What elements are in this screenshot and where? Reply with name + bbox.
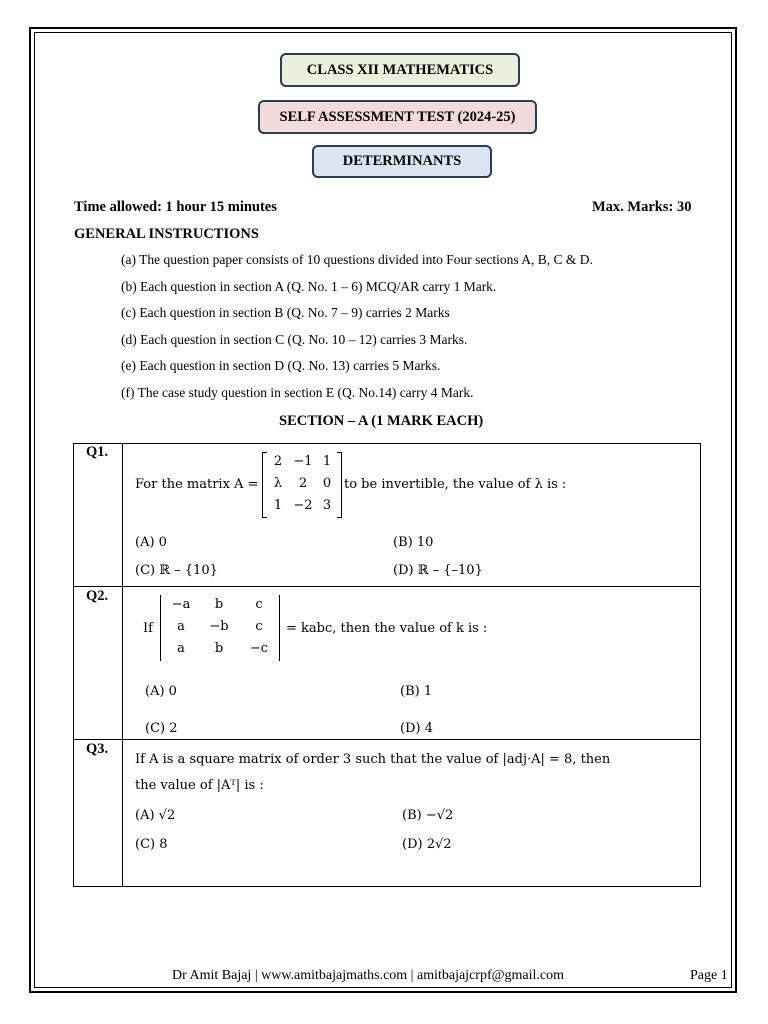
time-allowed: Time allowed: 1 hour 15 minutes xyxy=(74,199,277,215)
q2-determinant xyxy=(160,595,280,661)
matrix-cell: 2 xyxy=(298,476,308,491)
table-column-divider xyxy=(122,443,123,887)
matrix-cell: c xyxy=(255,619,263,634)
instruction-item: (a) The question paper consists of 10 questions divided into Four sections A, B, C & D. xyxy=(121,252,593,267)
question-number: Q3. xyxy=(86,741,109,757)
question-number: Q2. xyxy=(86,588,109,604)
instruction-item: (c) Each question in section B (Q. No. 7 – 9) carries 2 Marks xyxy=(121,305,450,320)
footer-author: Dr Amit Bajaj | www.amitbajajmaths.com | amitbajajcrpf@gmail.com xyxy=(172,968,564,983)
q2-text-before: If xyxy=(143,621,153,636)
matrix-cell: −2 xyxy=(293,498,313,513)
option-d: (D) ℝ – {–10} xyxy=(393,563,483,578)
q3-text-line2: the value of |Aᵀ| is : xyxy=(135,778,264,793)
instruction-item: (d) Each question in section C (Q. No. 10 – 12) carries 3 Marks. xyxy=(121,332,468,347)
topic-title: DETERMINANTS xyxy=(342,153,462,169)
matrix-cell: −c xyxy=(249,641,269,656)
matrix-cell: 3 xyxy=(322,498,332,513)
option-b: (B) 10 xyxy=(393,535,434,550)
option-a: (A) 0 xyxy=(145,684,177,699)
class-title-box xyxy=(280,53,520,87)
instructions-heading: GENERAL INSTRUCTIONS xyxy=(74,226,259,242)
matrix-cell: 2 xyxy=(273,454,283,469)
topic-title-box xyxy=(312,145,492,178)
matrix-cell: b xyxy=(214,597,224,612)
determinant-bar-left xyxy=(160,595,161,661)
q1-text-after: to be invertible, the value of λ is : xyxy=(344,477,567,492)
question-number: Q1. xyxy=(86,444,109,460)
matrix-cell: b xyxy=(214,641,224,656)
matrix-cell: a xyxy=(177,619,185,634)
q1-text-before: For the matrix A = xyxy=(135,477,259,492)
instruction-item: (b) Each question in section A (Q. No. 1 – 6) MCQ/AR carry 1 Mark. xyxy=(121,279,497,294)
test-title-box xyxy=(258,100,537,134)
matrix-cell: 1 xyxy=(322,454,332,469)
determinant-bar-right xyxy=(279,595,280,661)
matrix-cell: c xyxy=(255,597,263,612)
option-a: (A) 0 xyxy=(135,535,167,550)
instruction-item: (e) Each question in section D (Q. No. 13) carries 5 Marks. xyxy=(121,358,441,373)
max-marks: Max. Marks: 30 xyxy=(592,199,692,215)
option-c: (C) ℝ – {10} xyxy=(135,563,218,578)
option-c: (C) 2 xyxy=(145,721,178,736)
table-row-divider xyxy=(73,739,701,740)
q3-text-line1: If A is a square matrix of order 3 such that the value of |adj·A| = 8, then xyxy=(135,752,611,767)
matrix-cell: 0 xyxy=(322,476,332,491)
matrix-cell: −1 xyxy=(293,454,313,469)
matrix-cell: −b xyxy=(209,619,229,634)
option-b: (B) −√2 xyxy=(402,808,454,823)
matrix-cell: λ xyxy=(273,476,283,491)
matrix-cell: −a xyxy=(171,597,191,612)
page-number: Page 1 xyxy=(690,968,728,983)
option-c: (C) 8 xyxy=(135,837,168,852)
option-d: (D) 4 xyxy=(400,721,433,736)
option-a: (A) √2 xyxy=(135,808,176,823)
option-d: (D) 2√2 xyxy=(402,837,452,852)
matrix-cell: a xyxy=(177,641,185,656)
table-row-divider xyxy=(73,586,701,587)
section-a-heading: SECTION – A (1 MARK EACH) xyxy=(279,413,484,429)
class-title: CLASS XII MATHEMATICS xyxy=(306,61,494,78)
instruction-item: (f) The case study question in section E (Q. No.14) carry 4 Mark. xyxy=(121,385,474,400)
option-b: (B) 1 xyxy=(400,684,433,699)
matrix-cell: 1 xyxy=(273,498,283,513)
test-title: SELF ASSESSMENT TEST (2024-25) xyxy=(279,108,516,125)
q1-matrix xyxy=(262,452,342,518)
q2-text-after: = kabc, then the value of k is : xyxy=(286,621,488,636)
